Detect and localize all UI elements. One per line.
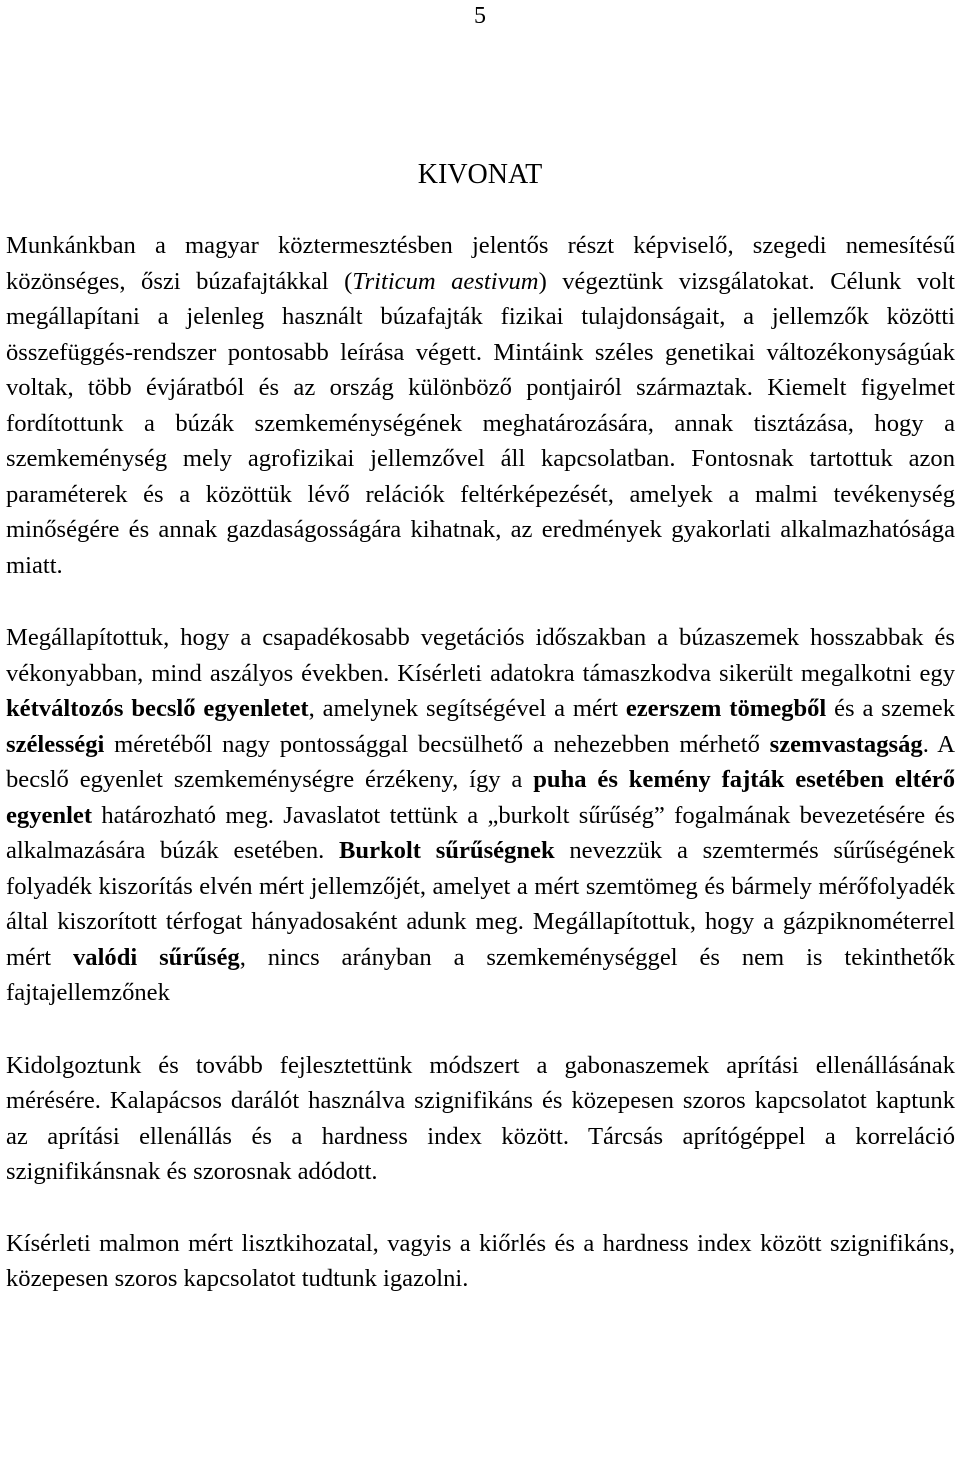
abstract-title: KIVONAT	[417, 159, 543, 190]
paragraph-2	[6, 620, 955, 1011]
page-number: 5	[474, 3, 486, 29]
p2-bold-6: Burkolt sűrűségnek	[339, 837, 555, 864]
p1-text-1: Munkánkban a magyar köztermesztésben jelentős részt képviselő, szegedi nemesítésű közönséges, őszi búzafajtákkal (	[6, 232, 955, 295]
p2-text-5: . A becslő egyenlet szemkeménységre érzékeny, így a	[6, 730, 955, 793]
paragraph-3: Kidolgoztunk és tovább fejlesztettünk módszert a gabonaszemek aprítási ellenállásának mérésére. Kalapácsos darálót használva szignifikáns és közepesen szoros kapcsolatot kaptunk az aprítási ellenállás és a hardness index között. Tárcsás aprítógéppel a korreláció szignifikánsnak és szorosnak adódott.	[6, 1051, 955, 1185]
p2-bold-5: puha és kemény fajták esetében eltérő egyenlet	[6, 766, 955, 829]
p2-bold-7: valódi sűrűség	[72, 943, 240, 971]
paragraph-4: Kísérleti malmon mért lisztkihozatal, vagyis a kiőrlés és a hardness index között szignifikáns, közepesen szoros kapcsolatot tudtunk igazolni.	[6, 1229, 955, 1292]
p2-text-3: és a szemek	[826, 695, 956, 722]
p2-bold-2: ezerszem tömegből	[625, 695, 827, 722]
p2-text-8: , nincs arányban a szemkeménységgel és nem is tekinthetők fajtajellemzőnek	[6, 943, 956, 1006]
p1-latin-name: Triticum aestivum	[352, 267, 539, 295]
p2-bold-1: kétváltozós becslő egyenletet	[6, 695, 309, 722]
p2-text-2: , amelynek segítségével a mért	[308, 695, 626, 722]
p2-bold-3: szélességi	[6, 730, 105, 758]
p2-text-7: nevezzük a szemtermés sűrűségének folyadék kiszorítás elvén mért jellemzőjét, amelyet a mért szemtömeg és bármely mérőfolyadék által kiszorított térfogat hányadosaként adunk meg. Megállapítottuk, hogy a gázpiknométerrel mért	[6, 837, 955, 971]
p1-text-2: ) végeztünk vizsgálatokat. Célunk volt megállapítani a jelenleg használt búzafajták fizikai tulajdonságait, a jellemzők közötti összefüggés-rendszer pontosabb leírása végett. Mintáink széles genetikai változékonyságúak voltak, több évjáratból és az ország különböző pontjairól származtak. Kiemelt figyelmet fordítottunk a búzák szemkeménységének meghatározására, annak tisztázása, hogy a szemkeménység mely agrofizikai jellemzővel áll kapcsolatban. Fontosnak tartottuk azon paraméterek és a közöttük lévő relációk feltérképezését, amelyek a malmi tevékenység minőségére és annak gazdaságosságára kihatnak, az eredmények gyakorlati alkalmazhatósága miatt.	[6, 267, 955, 579]
p2-text-6: határozható meg. Javaslatot tettünk a „burkolt sűrűség” fogalmának bevezetésére és alkalmazására búzák esetében.	[6, 801, 955, 864]
p2-bold-4: szemvastagság	[769, 730, 923, 758]
abstract-body	[6, 228, 955, 1297]
p2-text-1: Megállapítottuk, hogy a csapadékosabb vegetációs időszakban a búzaszemek hosszabbak és vékonyabban, mind aszályos években. Kísérleti adatokra támaszkodva sikerült megalkotni egy	[6, 624, 955, 687]
paragraph-1	[6, 228, 955, 583]
p2-text-4: méretéből nagy pontossággal becsülhető a nehezebben mérhető	[104, 730, 770, 758]
